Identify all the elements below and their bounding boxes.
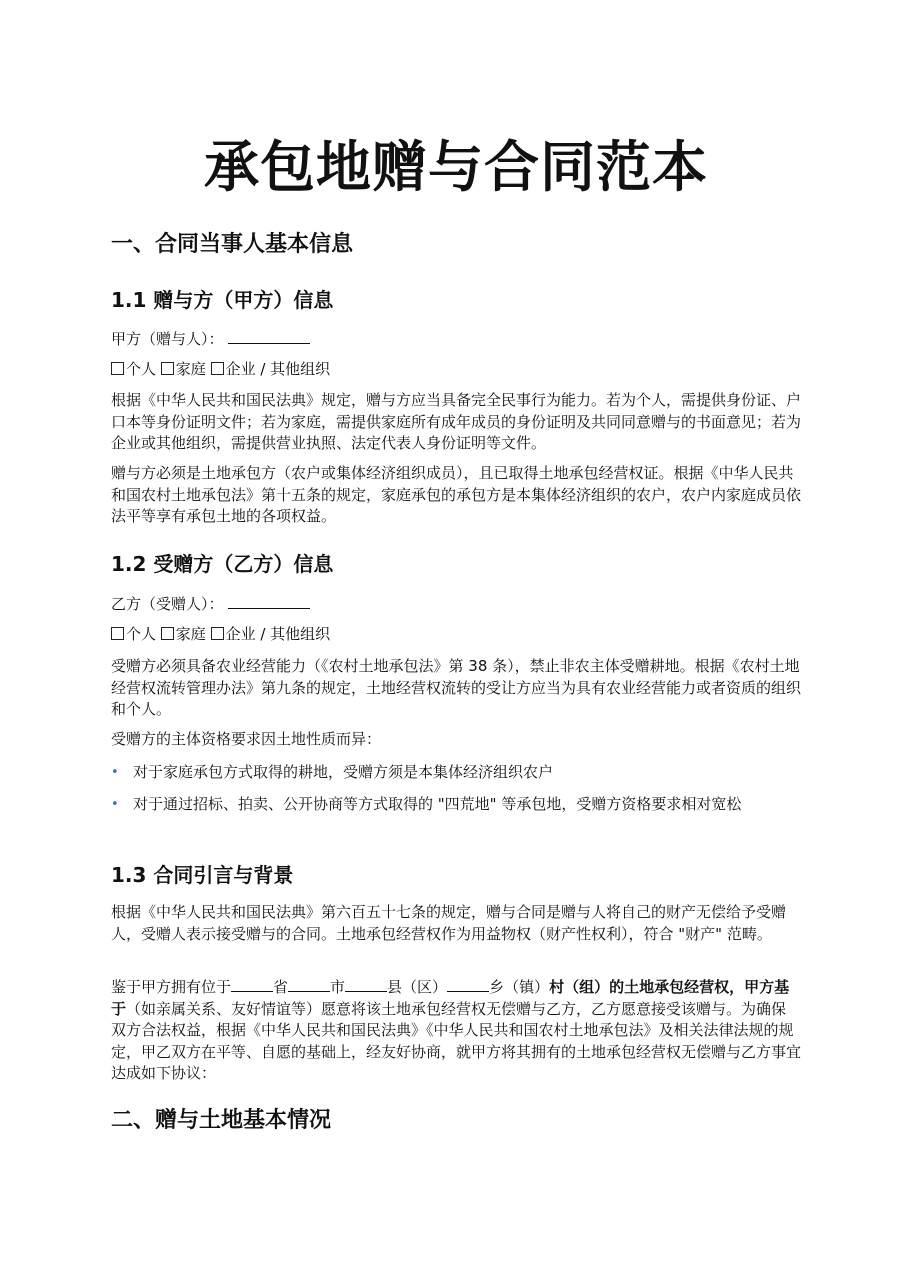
option-family-label: 家庭 (175, 625, 206, 643)
checkbox-icon[interactable] (111, 627, 124, 640)
party-b-label: 乙方（受赠人）： (111, 595, 224, 613)
province-blank[interactable] (231, 976, 273, 992)
section-1-2-heading: 1.2 受赠方（乙方）信息 (111, 552, 334, 576)
paragraph-with-blanks: 鉴于甲方拥有位于 省 市 县（区） 乡（镇）村（组）的土地承包经营权，甲方基于（如亲属关系、友好情谊等）愿意将该土地承包经营权无偿赠与乙方，乙方愿意接受该赠与。为确保双方合法权益，根据《中华人民共和国民法典》《中华人民共和国农村土地承包法》及相关法律法规的规定，甲乙双方在平等、自愿的基础上，经友好协商，就甲方将其拥有的土地承包经营权无偿赠与乙方事宜达成如下协议： (111, 978, 802, 1082)
bullet-icon: • (111, 797, 119, 812)
party-a-blank[interactable] (228, 328, 310, 344)
paragraph: 赠与方必须是土地承包方（农户或集体经济组织成员），且已取得土地承包经营权证。根据《中华人民共和国农村土地承包法》第十五条的规定，家庭承包的承包方是本集体经济组织的农户，农户内家庭成员依法平等享有承包土地的各项权益。 (111, 464, 802, 525)
option-org-label: 企业 / 其他组织 (225, 360, 331, 378)
party-b-line (111, 593, 801, 616)
option-org-label: 企业 / 其他组织 (225, 625, 331, 643)
checkbox-icon[interactable] (211, 362, 224, 375)
checkbox-icon[interactable] (161, 627, 174, 640)
list-item: • 对于通过招标、拍卖、公开协商等方式取得的 "四荒地" 等承包地，受赠方资格要求相对宽松 (111, 794, 801, 816)
checkbox-icon[interactable] (161, 362, 174, 375)
document-title: 承包地赠与合同范本 (203, 135, 708, 199)
option-individual-label: 个人 (126, 360, 157, 378)
party-b-type-options (111, 624, 801, 646)
section-1-3-heading: 1.3 合同引言与背景 (111, 863, 294, 887)
section-2-heading: 二、赠与土地基本情况 (111, 1108, 332, 1133)
bullet-icon: • (111, 765, 119, 780)
paragraph: 根据《中华人民共和国民法典》规定，赠与方应当具备完全民事行为能力。若为个人，需提供身份证、户口本等身份证明文件；若为家庭，需提供家庭所有成年成员的身份证明及共同同意赠与的书面意见；若为企业或其他组织，需提供营业执照、法定代表人身份证明等文件。 (111, 391, 802, 452)
party-a-line (111, 328, 801, 351)
party-b-blank[interactable] (228, 593, 310, 609)
party-a-type-options (111, 359, 801, 381)
party-a-label: 甲方（赠与人）： (111, 330, 224, 348)
section-1-1-heading: 1.1 赠与方（甲方）信息 (111, 288, 334, 312)
township-blank[interactable] (447, 976, 489, 992)
list-item: • 对于家庭承包方式取得的耕地，受赠方须是本集体经济组织农户 (111, 762, 801, 784)
option-family-label: 家庭 (175, 360, 206, 378)
checkbox-icon[interactable] (211, 627, 224, 640)
option-individual-label: 个人 (126, 625, 157, 643)
county-blank[interactable] (345, 976, 387, 992)
paragraph: 受赠方必须具备农业经营能力（《农村土地承包法》第 38 条），禁止非农主体受赠耕地。根据《农村土地经营权流转管理办法》第九条的规定，土地经营权流转的受让方应当为具有农业经营能力或者资质的组织和个人。 (111, 657, 802, 718)
section-1-heading: 一、合同当事人基本信息 (111, 232, 354, 257)
paragraph: 受赠方的主体资格要求因土地性质而异： (111, 730, 382, 748)
checkbox-icon[interactable] (111, 362, 124, 375)
city-blank[interactable] (288, 976, 330, 992)
paragraph: 根据《中华人民共和国民法典》第六百五十七条的规定，赠与合同是赠与人将自己的财产无偿给予受赠人，受赠人表示接受赠与的合同。土地承包经营权作为用益物权（财产性权利），符合 "财产" 范畴。 (111, 903, 787, 943)
